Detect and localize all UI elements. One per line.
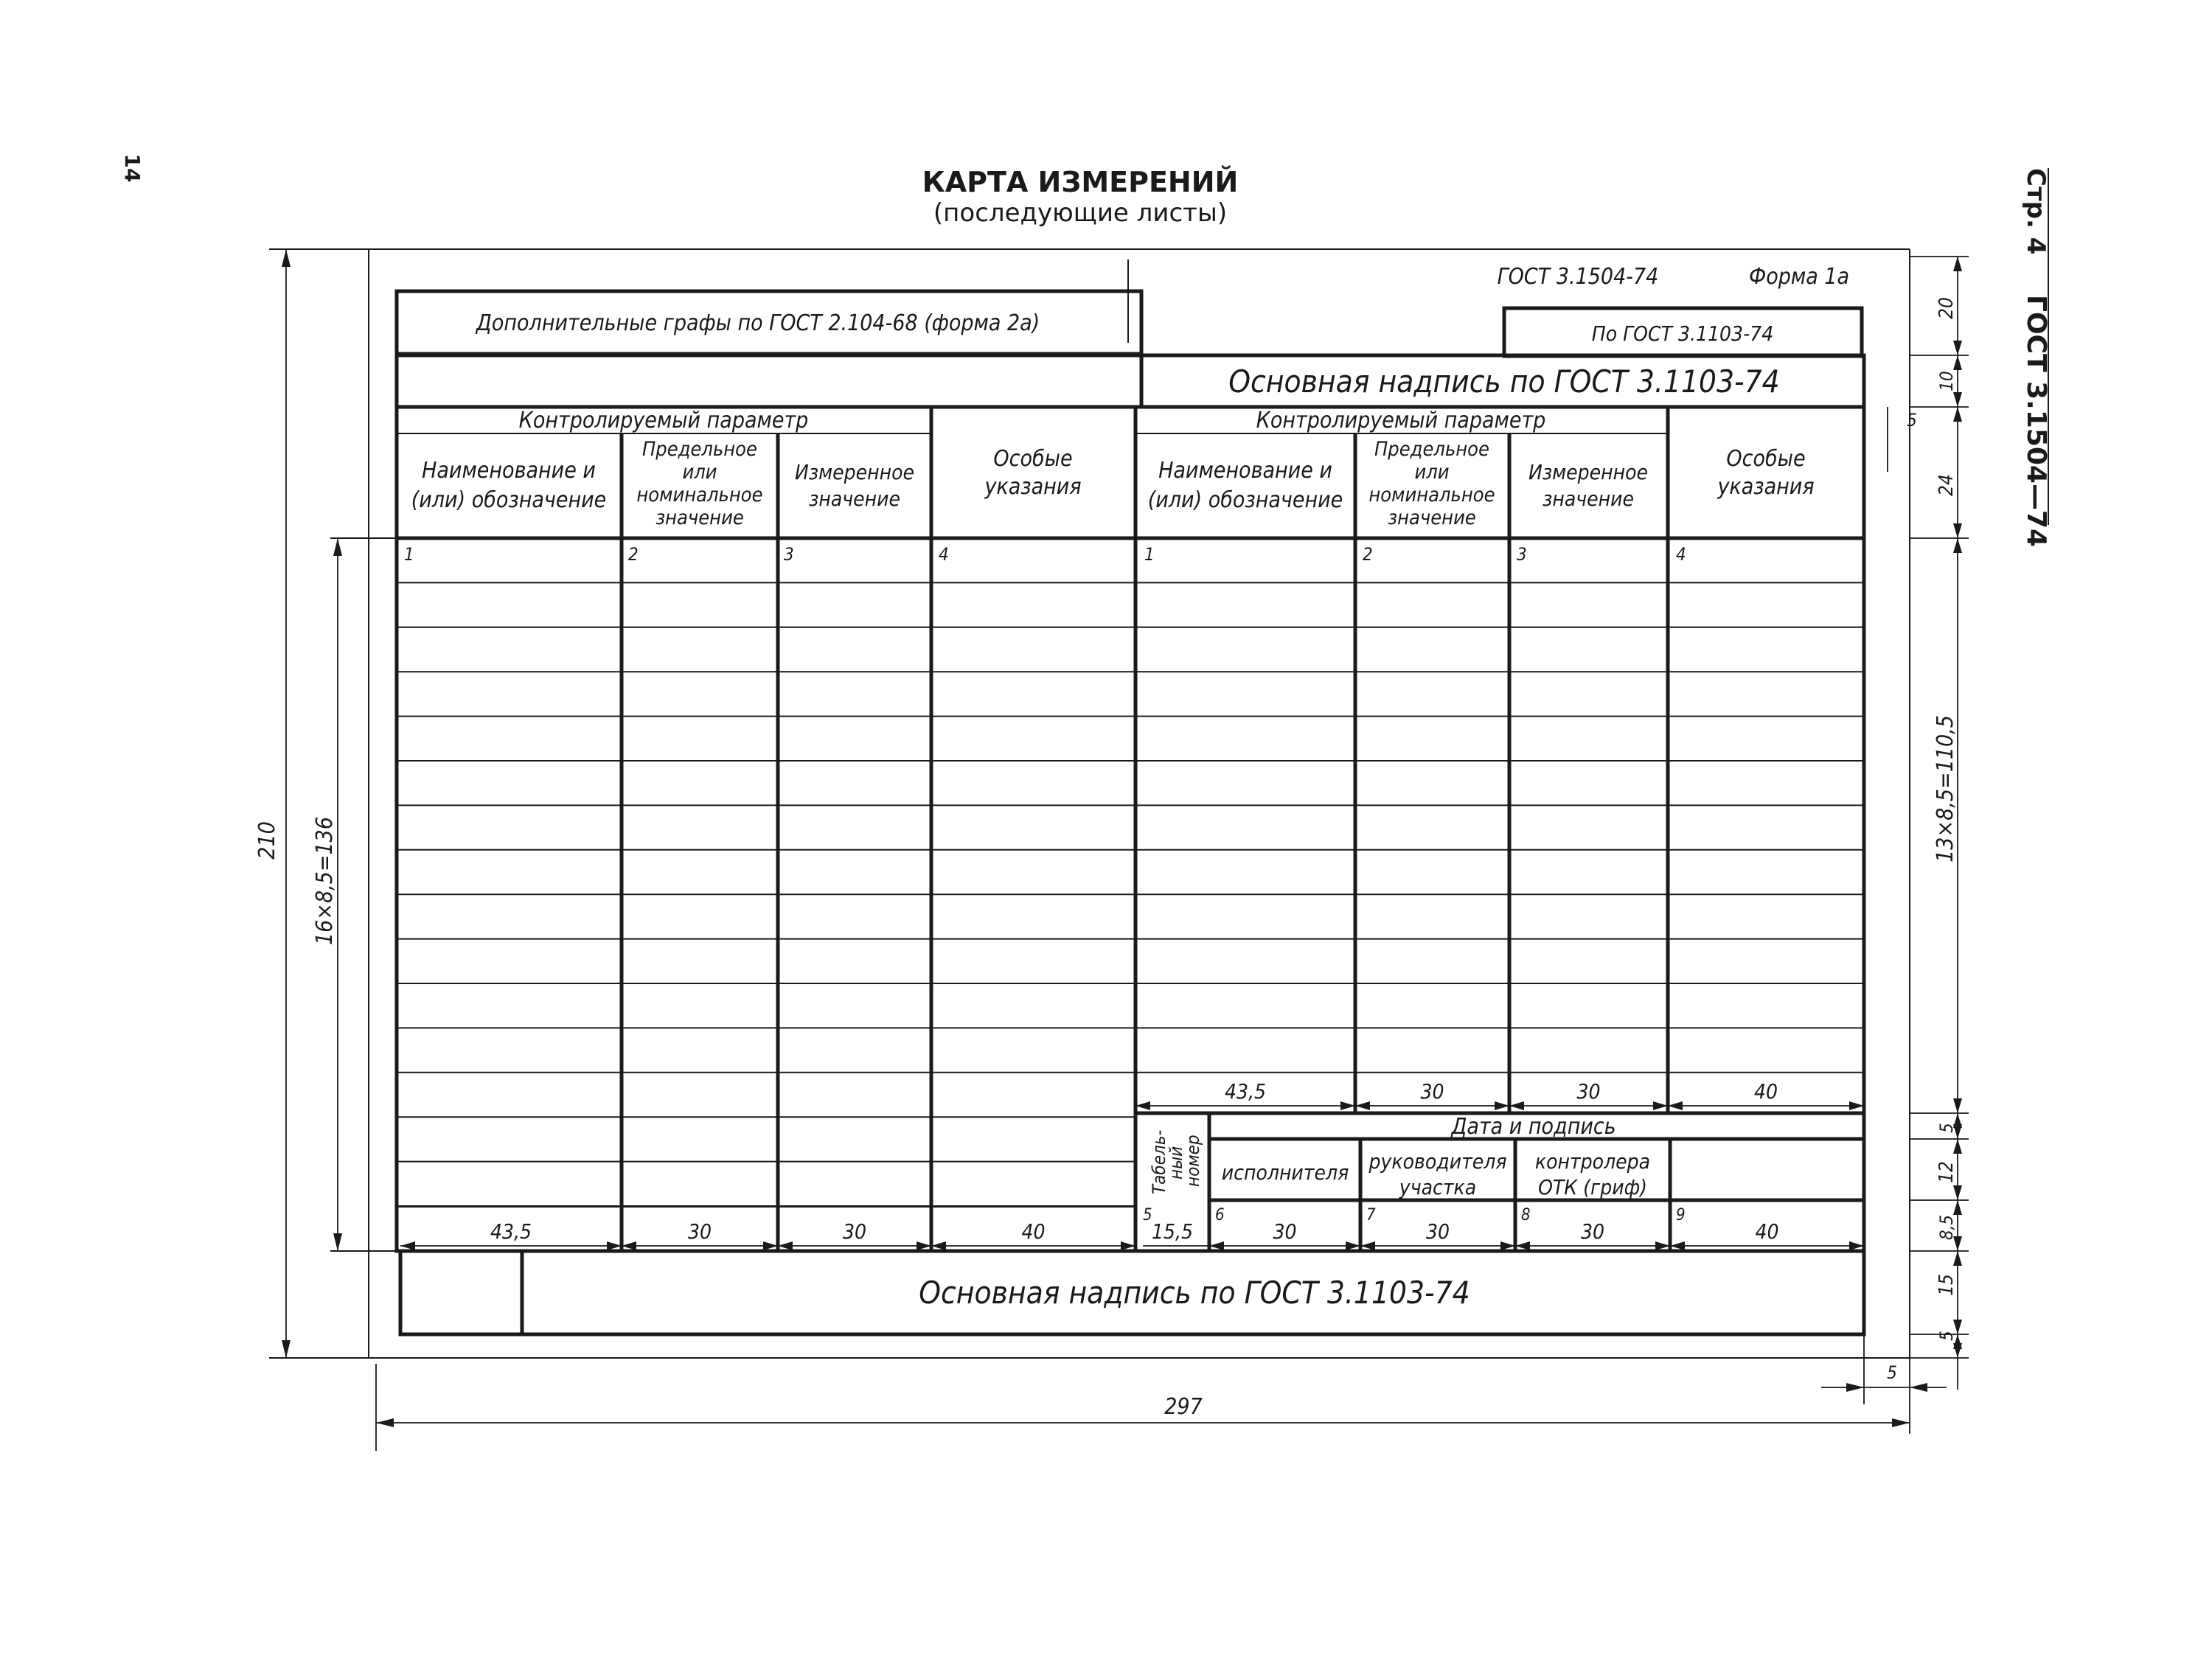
left-width-dimension-label: 43,5 <box>490 1219 532 1244</box>
signature-width-dimension-label: 40 <box>1755 1219 1779 1244</box>
left-colnum-4: 4 <box>939 544 949 565</box>
signature-width-dimension-label: 30 <box>1580 1219 1605 1244</box>
section-head-line1: руководителя <box>1368 1149 1507 1174</box>
right-col-name-line2: (или) обозначение <box>1147 487 1343 513</box>
right-col-name-line1: Наименование и <box>1158 458 1332 484</box>
left-col-special-line2: указания <box>984 474 1082 500</box>
left-col-name-line2: (или) обозначение <box>411 487 607 513</box>
left-width-dimension-arrow <box>607 1241 622 1250</box>
left-col-measured-line2: значение <box>808 487 901 511</box>
dimension-arrow <box>1953 523 1962 538</box>
dimension-arrow <box>1953 1200 1962 1215</box>
left-width-dimension-arrow <box>622 1241 636 1250</box>
dim-right-5a: 5 <box>1936 1123 1957 1133</box>
dim-right-10: 10 <box>1936 371 1957 391</box>
sig-colnum-9: 9 <box>1676 1206 1686 1224</box>
right-width-dimension-arrow <box>1355 1101 1370 1110</box>
sig-colnum-6: 6 <box>1215 1206 1225 1224</box>
inspector-line2: ОТК (гриф) <box>1538 1175 1647 1199</box>
right-width-dimension-label: 43,5 <box>1224 1079 1267 1104</box>
tab-number-line2: ный <box>1166 1146 1186 1180</box>
tab-number-line1: Табель- <box>1149 1129 1169 1194</box>
ref-small-label: По ГОСТ 3.1103-74 <box>1591 321 1774 346</box>
left-width-dimension-arrow <box>931 1241 946 1250</box>
right-col-special-line2: указания <box>1717 474 1815 500</box>
right-width-dimension-label: 40 <box>1753 1079 1778 1104</box>
dimension-arrow <box>1953 1185 1962 1200</box>
additional-columns-label: Дополнительные графы по ГОСТ 2.104-68 (форма 2а) <box>476 310 1040 336</box>
dim-right-8-5: 8,5 <box>1936 1214 1957 1241</box>
dimension-arrow <box>1953 1098 1962 1113</box>
dimension-arrow <box>1953 1139 1962 1154</box>
right-col-measured-line1: Измеренное <box>1528 460 1649 484</box>
dimension-arrow <box>1953 407 1962 422</box>
right-colnum-1: 1 <box>1144 544 1155 565</box>
inspector-line1: контролера <box>1534 1149 1651 1174</box>
right-width-dimension-arrow <box>1668 1101 1683 1110</box>
left-col-limit-line3: номинальное <box>636 484 763 506</box>
tab-number-line3: номер <box>1183 1135 1203 1187</box>
page-title: КАРТА ИЗМЕРЕНИЙ <box>922 166 1239 198</box>
right-width-dimension-arrow <box>1509 1101 1524 1110</box>
dimension-arrow <box>1953 1251 1962 1266</box>
right-colnum-2: 2 <box>1363 544 1373 565</box>
left-width-dimension-label: 30 <box>687 1219 712 1244</box>
left-col-limit-line4: значение <box>655 506 744 529</box>
right-width-dimension-arrow <box>1849 1101 1864 1110</box>
left-col-limit-line1: Предельное <box>642 438 757 461</box>
dim-top-5: 5 <box>1907 410 1917 431</box>
right-colnum-3: 3 <box>1517 544 1527 565</box>
dimension-arrow <box>1953 355 1962 370</box>
signature-width-dimension-label: 30 <box>1273 1219 1297 1244</box>
main-inscription-top: Основная надпись по ГОСТ 3.1103-74 <box>1228 363 1780 400</box>
left-width-dimension-arrow <box>917 1241 931 1250</box>
signature-width-dimension-arrow <box>1346 1241 1360 1250</box>
right-colnum-4: 4 <box>1676 544 1686 565</box>
left-width-dimension-arrow <box>1121 1241 1135 1250</box>
right-width-dimension-arrow <box>1495 1101 1509 1110</box>
left-col-name-line1: Наименование и <box>422 458 596 484</box>
main-inscription-bottom: Основная надпись по ГОСТ 3.1103-74 <box>919 1275 1470 1311</box>
left-colnum-3: 3 <box>784 544 794 565</box>
left-width-dimension-label: 40 <box>1021 1219 1046 1244</box>
sig-colnum-5: 5 <box>1143 1206 1152 1224</box>
right-width-dimension-arrow <box>1135 1101 1150 1110</box>
signature-width-dimension-arrow <box>1849 1241 1864 1250</box>
dimension-arrow <box>1953 1343 1962 1358</box>
measurement-table <box>397 407 1864 1251</box>
signature-width-dimension-arrow <box>1670 1241 1685 1250</box>
signature-width-dimension-arrow <box>1500 1241 1515 1250</box>
dimension-arrow <box>1953 392 1962 407</box>
left-colnum-2: 2 <box>628 544 639 565</box>
page-subtitle: (последующие листы) <box>933 198 1228 228</box>
left-width-dimension-label: 30 <box>842 1219 867 1244</box>
side-page-label: Стр. 4 <box>2021 168 2051 255</box>
dim-right-20: 20 <box>1935 297 1958 319</box>
right-width-dimension-label: 30 <box>1576 1079 1601 1104</box>
right-col-special-line1: Особые <box>1726 446 1806 472</box>
dim-height-total: 210 <box>254 821 280 860</box>
performer-label: исполнителя <box>1221 1160 1349 1185</box>
left-col-measured-line1: Измеренное <box>794 460 915 484</box>
signature-width-dimension-arrow <box>1209 1241 1224 1250</box>
left-colnum-1: 1 <box>404 544 414 565</box>
right-col-limit-line1: Предельное <box>1374 438 1489 461</box>
right-group-header: Контролируемый параметр <box>1256 408 1546 433</box>
right-width-dimension-arrow <box>1340 1101 1355 1110</box>
dim-rows-left: 16×8,5=136 <box>312 817 338 945</box>
dim-right-24: 24 <box>1935 474 1958 496</box>
left-col-special-line1: Особые <box>993 446 1073 472</box>
page-number: 14 <box>120 153 145 183</box>
dim-right-15: 15 <box>1935 1274 1958 1296</box>
sig-colnum-8: 8 <box>1521 1206 1531 1224</box>
signature-width-dimension-arrow <box>1515 1241 1530 1250</box>
right-col-measured-line2: значение <box>1542 487 1635 511</box>
left-width-dimension-arrow <box>400 1241 415 1250</box>
side-standard-label: ГОСТ 3.1504—74 <box>2021 295 2051 548</box>
dim-rows-right: 13×8,5=110,5 <box>1933 715 1958 863</box>
section-head-line2: участка <box>1399 1175 1477 1199</box>
right-col-limit-line2: или <box>1414 461 1450 484</box>
signature-width-dimension-arrow <box>1360 1241 1375 1250</box>
right-col-limit-line4: значение <box>1388 506 1476 529</box>
right-col-limit-line3: номинальное <box>1368 484 1495 506</box>
dim-right-12: 12 <box>1935 1161 1958 1183</box>
left-width-dimension-arrow <box>763 1241 778 1250</box>
left-col-limit-line2: или <box>682 461 717 484</box>
form-name: Форма 1а <box>1748 264 1850 290</box>
form-standard: ГОСТ 3.1504-74 <box>1497 264 1659 290</box>
left-group-header: Контролируемый параметр <box>518 408 809 433</box>
signature-width-dimension-arrow <box>1655 1241 1670 1250</box>
tab-number-width-label: 15,5 <box>1151 1219 1194 1244</box>
right-width-dimension-label: 30 <box>1420 1079 1444 1104</box>
dim-width-total: 297 <box>1164 1394 1203 1420</box>
right-width-dimension-arrow <box>1653 1101 1668 1110</box>
dim-bottom-5: 5 <box>1887 1362 1897 1383</box>
date-signature-label: Дата и подпись <box>1451 1114 1616 1140</box>
dimension-arrow <box>1953 341 1962 355</box>
left-width-dimension-arrow <box>778 1241 793 1250</box>
dim-right-5b: 5 <box>1936 1331 1957 1341</box>
sig-colnum-7: 7 <box>1366 1206 1376 1224</box>
dimension-arrow <box>1953 538 1962 553</box>
signature-width-dimension-label: 30 <box>1425 1219 1450 1244</box>
dimension-arrow <box>1953 257 1962 271</box>
